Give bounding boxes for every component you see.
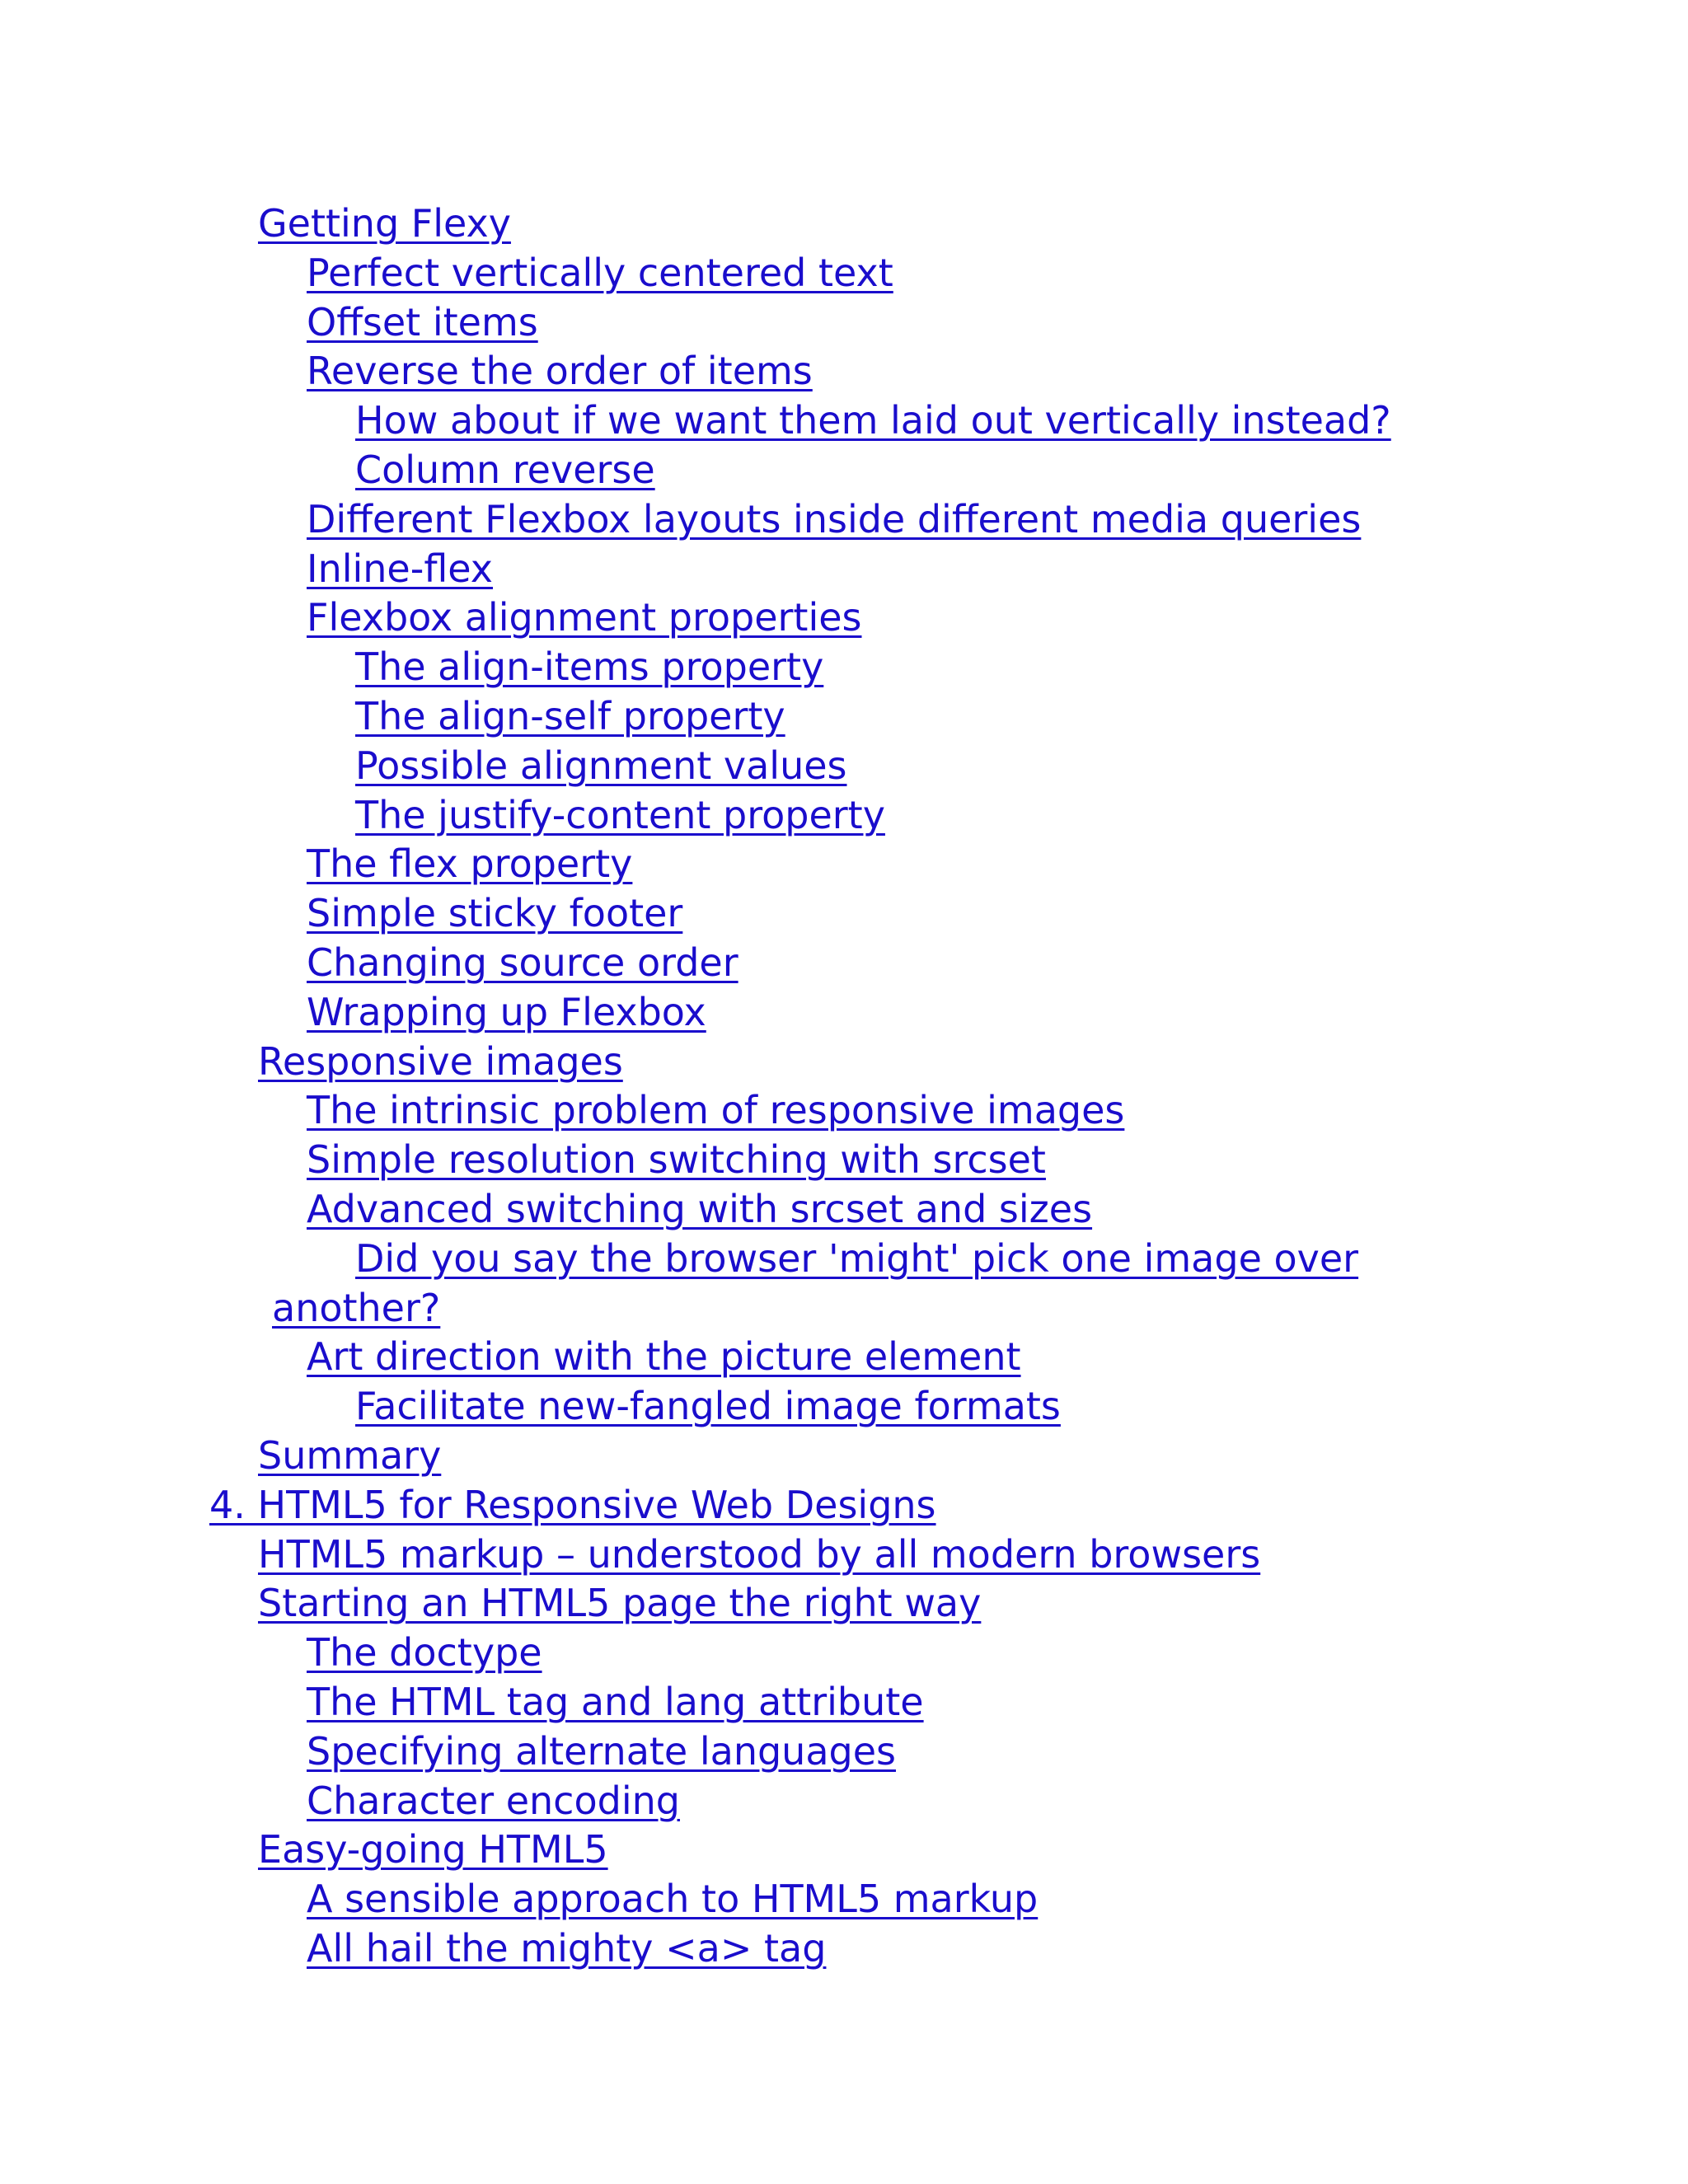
toc-link-the-justify-content-property[interactable]: The justify-content property xyxy=(355,792,885,837)
toc-item xyxy=(0,1038,1688,1087)
toc-item xyxy=(0,1579,1688,1629)
toc-link-did-you-say-the-browser-might-pick-one-image-over[interactable]: Did you say the browser 'might' pick one image over xyxy=(355,1235,1359,1281)
toc-item xyxy=(0,1382,1688,1432)
toc-item xyxy=(0,889,1688,939)
toc-item xyxy=(0,988,1688,1038)
toc-link-the-align-items-property[interactable]: The align-items property xyxy=(355,644,824,690)
toc-item xyxy=(0,692,1688,742)
toc-item xyxy=(0,1284,1688,1333)
toc-link-starting-an-html5-page-the-right-way[interactable]: Starting an HTML5 page the right way xyxy=(258,1581,982,1626)
toc-item xyxy=(0,840,1688,889)
toc-item xyxy=(0,1432,1688,1481)
toc-item xyxy=(0,1333,1688,1382)
toc-item xyxy=(0,1629,1688,1678)
toc-item xyxy=(0,495,1688,545)
toc-link-the-flex-property[interactable]: The flex property xyxy=(307,841,633,887)
toc-item xyxy=(0,1825,1688,1875)
toc-item xyxy=(0,742,1688,791)
toc-item xyxy=(0,446,1688,495)
toc-link-another[interactable]: another? xyxy=(272,1285,441,1330)
toc-item xyxy=(0,939,1688,988)
toc-item xyxy=(0,791,1688,841)
toc-item xyxy=(0,199,1688,249)
toc-link-facilitate-new-fangled-image-formats[interactable]: Facilitate new-fangled image formats xyxy=(355,1384,1061,1429)
toc-link-the-intrinsic-problem-of-responsive-images[interactable]: The intrinsic problem of responsive images xyxy=(307,1088,1125,1133)
toc-link-html5-markup-understood-by-all-modern-browsers[interactable]: HTML5 markup – understood by all modern browsers xyxy=(258,1531,1261,1577)
toc-item xyxy=(0,1481,1688,1530)
toc-link-possible-alignment-values[interactable]: Possible alignment values xyxy=(355,743,847,788)
toc-item xyxy=(0,1875,1688,1924)
toc-link-reverse-the-order-of-items[interactable]: Reverse the order of items xyxy=(307,349,813,394)
toc-link-4-html5-for-responsive-web-designs[interactable]: 4. HTML5 for Responsive Web Designs xyxy=(209,1482,936,1527)
toc-link-art-direction-with-the-picture-element[interactable]: Art direction with the picture element xyxy=(307,1334,1021,1380)
toc-item xyxy=(0,593,1688,643)
toc-link-character-encoding[interactable]: Character encoding xyxy=(307,1778,680,1823)
toc-link-specifying-alternate-languages[interactable]: Specifying alternate languages xyxy=(307,1728,896,1774)
toc-link-flexbox-alignment-properties[interactable]: Flexbox alignment properties xyxy=(307,595,862,640)
toc-link-all-hail-the-mighty-tag[interactable]: All hail the mighty <a> tag xyxy=(307,1925,827,1971)
toc-item xyxy=(0,1924,1688,1974)
toc-item xyxy=(0,298,1688,348)
toc-link-easy-going-html5[interactable]: Easy-going HTML5 xyxy=(258,1827,608,1872)
toc-item xyxy=(0,1727,1688,1777)
toc-link-a-sensible-approach-to-html5-markup[interactable]: A sensible approach to HTML5 markup xyxy=(307,1877,1039,1922)
toc-item xyxy=(0,545,1688,594)
toc-item xyxy=(0,249,1688,298)
toc-item xyxy=(0,1086,1688,1136)
table-of-contents xyxy=(0,199,1688,1974)
toc-link-how-about-if-we-want-them-laid-out-vertically-instead[interactable]: How about if we want them laid out vertically instead? xyxy=(355,398,1391,443)
toc-link-responsive-images[interactable]: Responsive images xyxy=(258,1038,623,1084)
toc-item xyxy=(0,1185,1688,1235)
toc-item xyxy=(0,396,1688,446)
toc-link-perfect-vertically-centered-text[interactable]: Perfect vertically centered text xyxy=(307,250,893,295)
toc-link-the-html-tag-and-lang-attribute[interactable]: The HTML tag and lang attribute xyxy=(307,1679,924,1724)
toc-link-simple-resolution-switching-with-srcset[interactable]: Simple resolution switching with srcset xyxy=(307,1137,1046,1183)
toc-link-summary[interactable]: Summary xyxy=(258,1432,442,1478)
toc-item xyxy=(0,1235,1688,1284)
toc-link-the-doctype[interactable]: The doctype xyxy=(307,1630,542,1675)
toc-link-different-flexbox-layouts-inside-different-media-queries[interactable]: Different Flexbox layouts inside different media queries xyxy=(307,496,1362,541)
toc-link-inline-flex[interactable]: Inline-flex xyxy=(307,546,494,591)
toc-item xyxy=(0,347,1688,396)
toc-link-wrapping-up-flexbox[interactable]: Wrapping up Flexbox xyxy=(307,989,706,1034)
toc-link-offset-items[interactable]: Offset items xyxy=(307,299,538,344)
toc-link-the-align-self-property[interactable]: The align-self property xyxy=(355,693,785,738)
toc-item xyxy=(0,1678,1688,1727)
toc-link-changing-source-order[interactable]: Changing source order xyxy=(307,940,738,985)
toc-link-getting-flexy[interactable]: Getting Flexy xyxy=(258,201,511,246)
toc-item xyxy=(0,1136,1688,1185)
toc-link-simple-sticky-footer[interactable]: Simple sticky footer xyxy=(307,891,683,936)
toc-item xyxy=(0,643,1688,692)
toc-link-column-reverse[interactable]: Column reverse xyxy=(355,447,655,492)
toc-item xyxy=(0,1777,1688,1826)
toc-link-advanced-switching-with-srcset-and-sizes[interactable]: Advanced switching with srcset and sizes xyxy=(307,1186,1093,1231)
toc-item xyxy=(0,1530,1688,1580)
